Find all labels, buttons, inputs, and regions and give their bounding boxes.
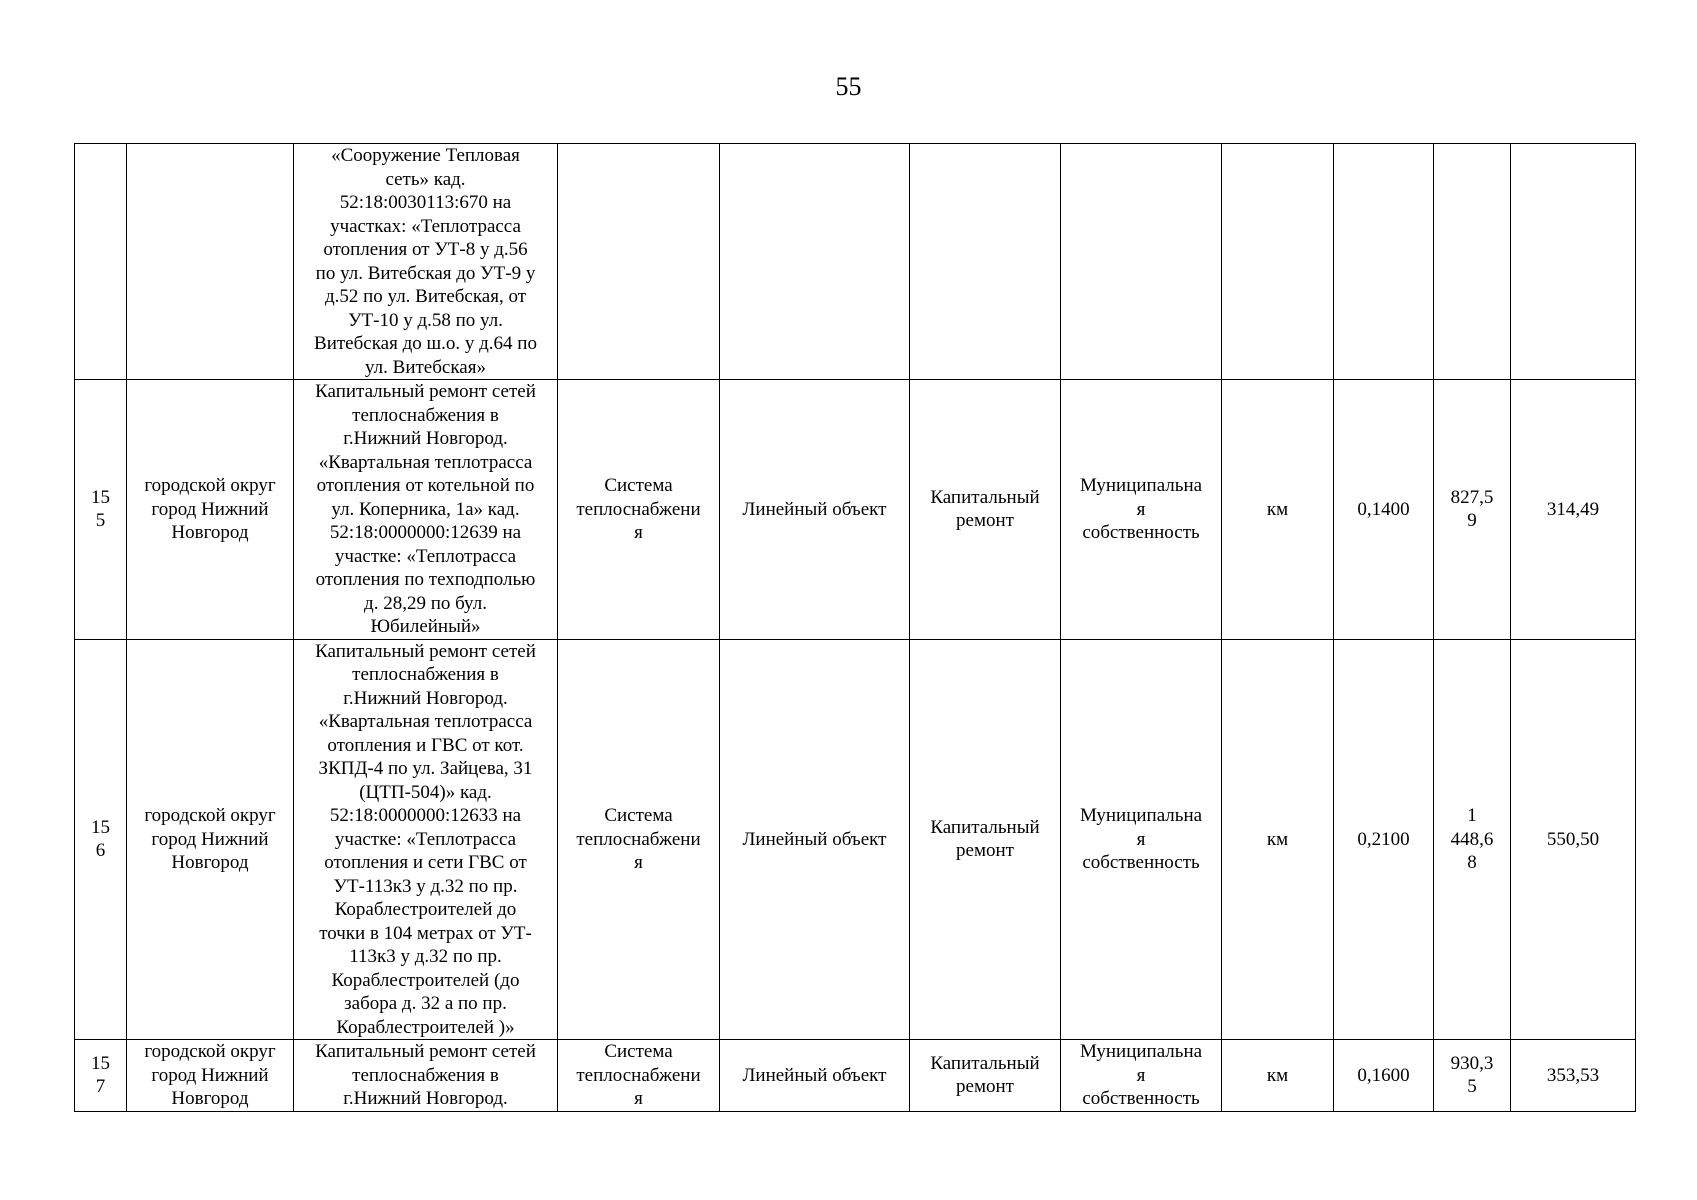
investment-program-table [74,143,1636,1112]
system-cell [558,144,720,380]
work-type-cell: Капитальный ремонт [910,639,1061,1040]
cost-total-cell: 314,49 [1511,380,1636,640]
unit-cell [1222,144,1334,380]
cost-cell: 827,5 9 [1434,380,1511,640]
ownership-cell: Муниципальна я собственность [1061,639,1222,1040]
table-row [75,144,1636,380]
municipality-cell: городской округ город Нижний Новгород [127,1040,294,1112]
description-cell: «Сооружение Тепловая сеть» кад. 52:18:0030113:670 на участках: «Теплотрасса отопления от УТ-8 у д.56 по ул. Витебская до УТ-9 у д.52 по ул. Витебская, от УТ-10 у д.58 по ул. Витебская до ш.о. у д.64 по ул. Витебская» [294,144,558,380]
object-type-cell: Линейный объект [720,639,910,1040]
description-cell: Капитальный ремонт сетей теплоснабжения в г.Нижний Новгород. [294,1040,558,1112]
table-row [75,639,1636,1040]
cost-cell [1434,144,1511,380]
unit-cell: км [1222,639,1334,1040]
object-type-cell: Линейный объект [720,380,910,640]
work-type-cell: Капитальный ремонт [910,1040,1061,1112]
work-type-cell [910,144,1061,380]
row-number-cell: 15 7 [75,1040,127,1112]
ownership-cell [1061,144,1222,380]
municipality-cell: городской округ город Нижний Новгород [127,380,294,640]
length-cell [1334,144,1434,380]
row-number-cell [75,144,127,380]
cost-total-cell: 550,50 [1511,639,1636,1040]
object-type-cell [720,144,910,380]
cost-total-cell: 353,53 [1511,1040,1636,1112]
municipality-cell [127,144,294,380]
ownership-cell: Муниципальна я собственность [1061,380,1222,640]
system-cell: Система теплоснабжени я [558,380,720,640]
cost-cell: 1 448,6 8 [1434,639,1511,1040]
unit-cell: км [1222,380,1334,640]
description-cell: Капитальный ремонт сетей теплоснабжения в г.Нижний Новгород. «Квартальная теплотрасса отопления от котельной по ул. Коперника, 1а» кад. 52:18:0000000:12639 на участке: «Теплотрасса отопления по техподполью д. 28,29 по бул. Юбилейный» [294,380,558,640]
length-cell: 0,2100 [1334,639,1434,1040]
table-row [75,1040,1636,1112]
cost-total-cell [1511,144,1636,380]
system-cell: Система теплоснабжени я [558,639,720,1040]
unit-cell: км [1222,1040,1334,1112]
municipality-cell: городской округ город Нижний Новгород [127,639,294,1040]
work-type-cell: Капитальный ремонт [910,380,1061,640]
cost-cell: 930,3 5 [1434,1040,1511,1112]
system-cell: Система теплоснабжени я [558,1040,720,1112]
description-cell: Капитальный ремонт сетей теплоснабжения в г.Нижний Новгород. «Квартальная теплотрасса отопления и ГВС от кот. ЗКПД-4 по ул. Зайцева, 31 (ЦТП-504)» кад. 52:18:0000000:12633 на участке: «Теплотрасса отопления и сети ГВС от УТ-113к3 у д.32 по пр. Кораблестроителей до точки в 104 метрах от УТ- 113к3 у д.32 по пр. Кораблестроителей (до забора д. 32 а по пр. Кораблестроителей )» [294,639,558,1040]
row-number-cell: 15 6 [75,639,127,1040]
length-cell: 0,1400 [1334,380,1434,640]
object-type-cell: Линейный объект [720,1040,910,1112]
page-number: 55 [835,72,862,101]
length-cell: 0,1600 [1334,1040,1434,1112]
table-row [75,380,1636,640]
row-number-cell: 15 5 [75,380,127,640]
ownership-cell: Муниципальна я собственность [1061,1040,1222,1112]
